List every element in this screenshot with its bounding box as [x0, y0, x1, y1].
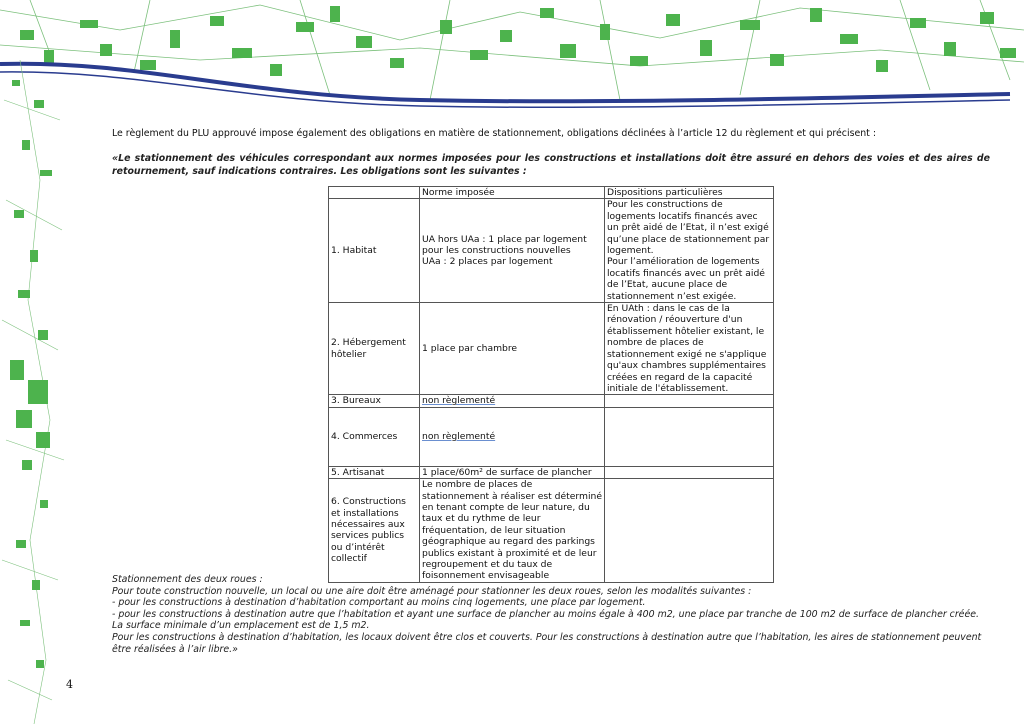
norme-cell: [420, 395, 605, 407]
dispositions-cell: [605, 466, 774, 478]
section-line: - pour les constructions à destination autre que l’habitation et ayant une surface de plancher au moins égale à 400 m2, une place par tranche de 100 m2 de surface de plancher créée.: [112, 608, 979, 620]
header-dispositions: Dispositions particulières: [605, 187, 774, 199]
two-wheels-section: [112, 574, 992, 655]
header-map-banner: [0, 0, 1024, 118]
page-number: 4: [66, 678, 73, 691]
norme-cell: [420, 199, 605, 303]
norme-text: non règlementé: [422, 395, 496, 407]
dispositions-cell: En UAth : dans le cas de la rénovation / réouverture d'un établissement hôtelier existant, le nombre de places de stationnement exigé ne s'applique qu'aux chambres supplémentaires créées en regard de la capacité initiale de l'établissement.: [605, 303, 774, 395]
norme-line: UA hors UAa : 1 place par logement pour les constructions nouvelles: [422, 233, 587, 257]
section-title: Stationnement des deux roues :: [112, 574, 263, 585]
section-line: Pour toute construction nouvelle, un local ou une aire doit être aménagé pour stationner les deux roues, selon les modalités suivantes :: [112, 585, 752, 597]
intro-paragraph: Le règlement du PLU approuvé impose également des obligations en matière de stationnement, obligations déclinées à l’article 12 du règlement et qui précisent :: [112, 128, 876, 139]
norme-cell: Le nombre de places de stationnement à réaliser est déterminé en tenant compte de leur nature, du taux et du rythme de leur fréquentation, de leur situation géographique au regard des parkings publics existant à proximité et de leur regroupement et du taux de foisonnement envisageable: [420, 479, 605, 583]
table-header-row: [329, 187, 774, 199]
section-line: Pour les constructions à destination d’habitation, les locaux doivent être clos et couverts. Pour les constructions à destination autre que l’habitation, les aires de stationnement peuvent être réalisées à l’air libre.»: [112, 631, 982, 655]
regulation-quote: «Le stationnement des véhicules correspondant aux normes imposées pour les constructions et installations doit être assuré en dehors des voies et des aires de retournement, sauf indications contraires. Les obligations sont les suivantes :: [112, 153, 990, 177]
section-line: La surface minimale d’un emplacement est de 1,5 m2.: [112, 620, 370, 632]
side-map-strip: [0, 60, 72, 724]
category-cell: 6. Constructions et installations nécessaires aux services publics ou d’intérêt collectif: [329, 479, 420, 583]
category-cell: 3. Bureaux: [329, 395, 420, 407]
section-line: - pour les constructions à destination d’habitation comportant au moins cinq logements, une place par logement.: [112, 597, 646, 609]
norme-cell: 1 place par chambre: [420, 303, 605, 395]
table-row-commerces: [329, 407, 774, 466]
norme-cell: 1 place/60m² de surface de plancher: [420, 466, 605, 478]
dispositions-cell: [605, 407, 774, 466]
dispositions-line: Pour les constructions de logements locatifs financés avec un prêt aidé de l’Etat, il n’est exigé qu’une place de stationnement par logement.: [607, 199, 770, 257]
dispositions-line: Pour l’amélioration de logements locatifs financés avec un prêt aidé de l’Etat, aucune place de stationnement n’est exigée.: [607, 256, 765, 302]
category-cell: 5. Artisanat: [329, 466, 420, 478]
norme-line: UAa : 2 places par logement: [422, 256, 553, 268]
parking-norms-table: [328, 186, 774, 583]
table-row-artisanat: [329, 466, 774, 478]
category-cell: 1. Habitat: [329, 199, 420, 303]
category-cell: 4. Commerces: [329, 407, 420, 466]
table-row-bureaux: [329, 395, 774, 407]
norme-text: non règlementé: [422, 431, 496, 443]
norme-cell: [420, 407, 605, 466]
header-category: [329, 187, 420, 199]
dispositions-cell: [605, 199, 774, 303]
table-row-services-publics: [329, 479, 774, 583]
table-row-habitat: [329, 199, 774, 303]
dispositions-cell: [605, 479, 774, 583]
dispositions-cell: [605, 395, 774, 407]
table-row-hotel: [329, 303, 774, 395]
header-norme: Norme imposée: [420, 187, 605, 199]
category-cell: 2. Hébergement hôtelier: [329, 303, 420, 395]
